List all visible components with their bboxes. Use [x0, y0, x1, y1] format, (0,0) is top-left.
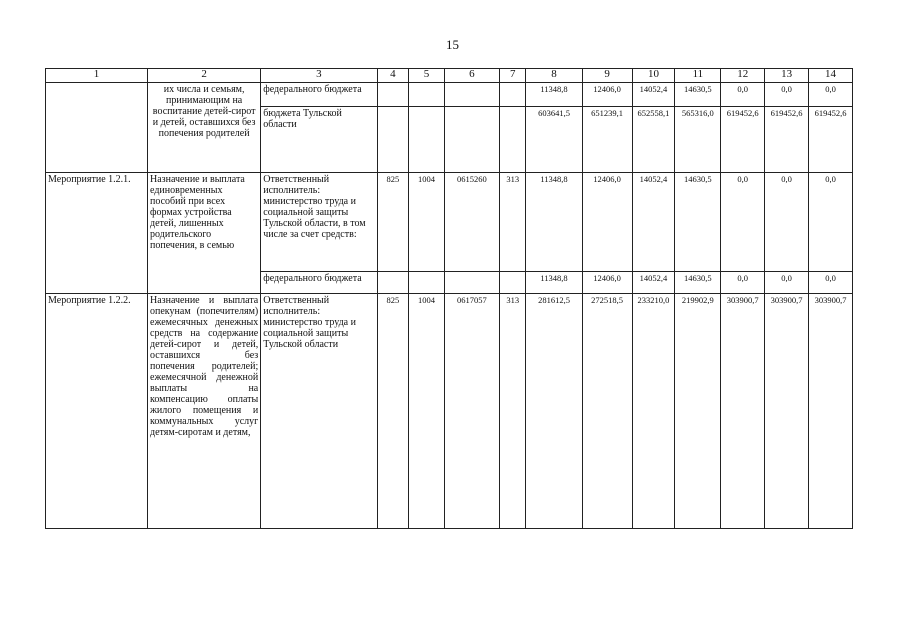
- activity-description: Назначение и выплата опекунам (попечителям) ежемесячных денежных средств на содержание детей-сирот и детей, оставшихся без попечения родителей; ежемесячной денежной выплаты на компенсацию оплаты жилого помещения и коммунальных услуг детям-сиротам и детям,: [148, 294, 261, 529]
- code-cell: 0615260: [444, 173, 499, 272]
- value-cell: 0,0: [809, 173, 853, 272]
- column-header: 8: [526, 69, 582, 83]
- funding-source: Ответственный исполнитель: министерство труда и социальной защиты Тульской области, в том числе за счет средств:: [261, 173, 377, 272]
- value-cell: 565316,0: [675, 107, 721, 173]
- value-cell: 0,0: [721, 173, 765, 272]
- value-cell: 14630,5: [675, 173, 721, 272]
- value-cell: 12406,0: [582, 83, 632, 107]
- code-cell: 313: [499, 173, 526, 272]
- code-cell: [444, 107, 499, 173]
- code-cell: 1004: [409, 294, 445, 529]
- value-cell: 0,0: [721, 272, 765, 294]
- code-cell: [499, 107, 526, 173]
- column-header: 1: [46, 69, 148, 83]
- value-cell: 11348,8: [526, 83, 582, 107]
- value-cell: 12406,0: [582, 272, 632, 294]
- table-row: [46, 294, 853, 529]
- column-header: 7: [499, 69, 526, 83]
- funding-source: федерального бюджета: [261, 272, 377, 294]
- code-cell: [409, 272, 445, 294]
- code-cell: [377, 83, 409, 107]
- value-cell: 0,0: [765, 83, 809, 107]
- column-header: 13: [765, 69, 809, 83]
- value-cell: 603641,5: [526, 107, 582, 173]
- funding-source: федерального бюджета: [261, 83, 377, 107]
- value-cell: 281612,5: [526, 294, 582, 529]
- code-cell: [409, 83, 445, 107]
- code-cell: [377, 272, 409, 294]
- budget-table: [45, 68, 853, 529]
- page-number: 15: [446, 37, 459, 52]
- column-header: 4: [377, 69, 409, 83]
- value-cell: 303900,7: [721, 294, 765, 529]
- column-header: 9: [582, 69, 632, 83]
- column-header: 2: [148, 69, 261, 83]
- value-cell: 0,0: [809, 83, 853, 107]
- activity-cell: Мероприятие 1.2.2.: [46, 294, 148, 529]
- code-cell: [499, 83, 526, 107]
- value-cell: 11348,8: [526, 173, 582, 272]
- funding-source: Ответственный исполнитель: министерство труда и социальной защиты Тульской области: [261, 294, 377, 529]
- value-cell: 14630,5: [675, 272, 721, 294]
- code-cell: [377, 107, 409, 173]
- value-cell: 0,0: [809, 272, 853, 294]
- table-row: [46, 173, 853, 272]
- value-cell: 619452,6: [809, 107, 853, 173]
- value-cell: 14630,5: [675, 83, 721, 107]
- value-cell: 0,0: [721, 83, 765, 107]
- code-cell: 825: [377, 173, 409, 272]
- code-cell: [499, 272, 526, 294]
- activity-description: их числа и семьям, принимающим на воспитание детей-сирот и детей, оставшихся без попечения родителей: [148, 83, 261, 173]
- column-header: 10: [632, 69, 675, 83]
- column-header: 3: [261, 69, 377, 83]
- code-cell: [444, 83, 499, 107]
- value-cell: 0,0: [765, 272, 809, 294]
- value-cell: 219902,9: [675, 294, 721, 529]
- column-header: 14: [809, 69, 853, 83]
- funding-source: бюджета Тульской области: [261, 107, 377, 173]
- value-cell: 651239,1: [582, 107, 632, 173]
- value-cell: 303900,7: [765, 294, 809, 529]
- code-cell: 825: [377, 294, 409, 529]
- value-cell: 652558,1: [632, 107, 675, 173]
- code-cell: [444, 272, 499, 294]
- value-cell: 619452,6: [765, 107, 809, 173]
- value-cell: 14052,4: [632, 272, 675, 294]
- code-cell: 1004: [409, 173, 445, 272]
- column-header: 11: [675, 69, 721, 83]
- activity-description: Назначение и выплата единовременных пособий при всех формах устройства детей, лишенных родительского попечения, в семью: [148, 173, 261, 294]
- code-cell: 0617057: [444, 294, 499, 529]
- column-header: 6: [444, 69, 499, 83]
- column-header: 5: [409, 69, 445, 83]
- value-cell: 272518,5: [582, 294, 632, 529]
- value-cell: 0,0: [765, 173, 809, 272]
- code-cell: [409, 107, 445, 173]
- value-cell: 619452,6: [721, 107, 765, 173]
- value-cell: 14052,4: [632, 173, 675, 272]
- value-cell: 12406,0: [582, 173, 632, 272]
- value-cell: 14052,4: [632, 83, 675, 107]
- code-cell: 313: [499, 294, 526, 529]
- column-header: 12: [721, 69, 765, 83]
- value-cell: 233210,0: [632, 294, 675, 529]
- value-cell: 11348,8: [526, 272, 582, 294]
- activity-cell: Мероприятие 1.2.1.: [46, 173, 148, 294]
- value-cell: 303900,7: [809, 294, 853, 529]
- table-row: [46, 83, 853, 107]
- activity-cell: [46, 83, 148, 173]
- column-number-row: [46, 69, 853, 83]
